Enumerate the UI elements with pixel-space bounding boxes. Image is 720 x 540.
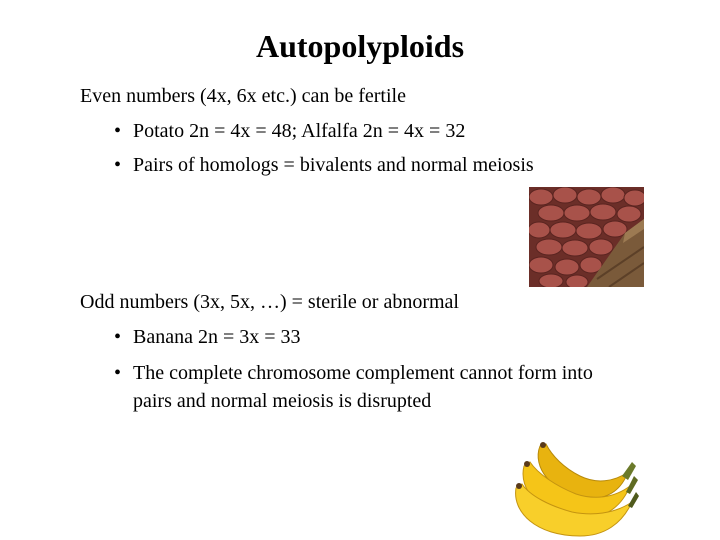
bullet-dot: • [114,362,122,384]
section-odd-heading: Odd numbers (3x, 5x, …) = sterile or abnormal [80,291,459,313]
potato-crate-image [529,187,644,287]
bullet-dot: • [114,326,122,348]
bullet-potato-alfalfa: Potato 2n = 4x = 48; Alfalfa 2n = 4x = 32 [133,120,466,142]
slide-title: Autopolyploids [255,28,465,64]
bullet-pairs-homologs: Pairs of homologs = bivalents and normal meiosis [133,154,534,176]
bullet-dot: • [114,120,122,142]
bullet-chromosome-complement: The complete chromosome complement cannot form into [133,362,593,384]
bullet-chromosome-complement-cont: pairs and normal meiosis is disrupted [133,390,432,412]
bullet-banana: Banana 2n = 3x = 33 [133,326,301,348]
bullet-dot: • [114,154,122,176]
section-even-heading: Even numbers (4x, 6x etc.) can be fertile [80,85,406,107]
banana-bunch-image [510,436,640,540]
